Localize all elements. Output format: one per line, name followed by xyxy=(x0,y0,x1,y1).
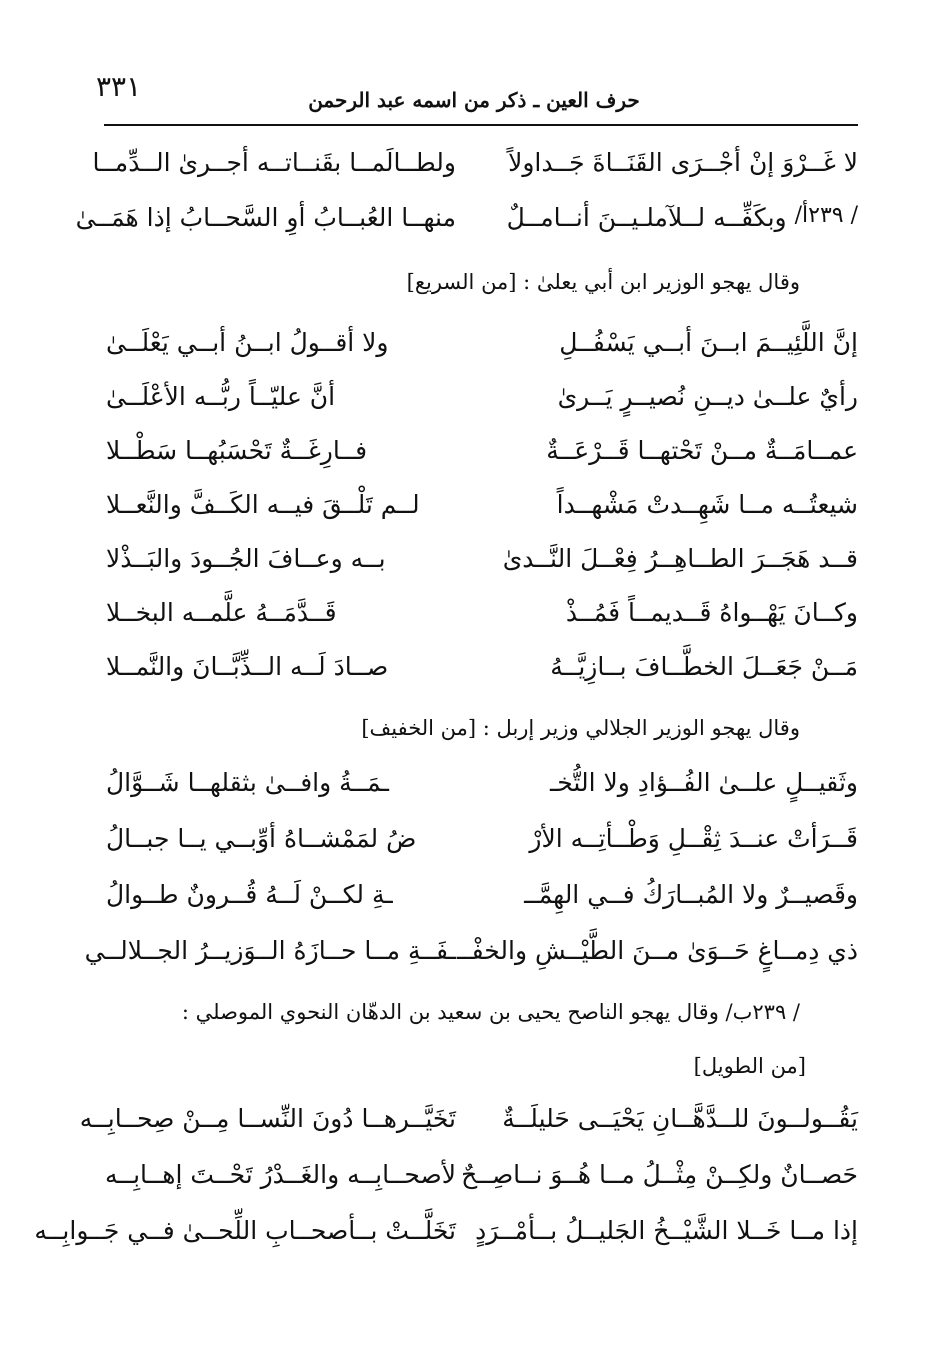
verse-second-hemistich: ـةِ لكــنْ لَــهُ قُــرونٌ طــوالُ xyxy=(106,879,393,909)
verse-first-hemistich: قَــرَأتْ عنــدَ ثِقْــلِ وَطْــأتِــه الأرْ xyxy=(529,823,858,853)
verse-line xyxy=(79,1094,858,1142)
verse-first-hemistich: إنَّ اللَّئِيــمَ ابــنَ أبــي يَسْفُــلِ xyxy=(559,327,858,357)
verse-second-hemistich: تَخَيَّــرهــا دُونَ النِّســا مِــنْ صِحــابِــه xyxy=(79,1103,456,1133)
verse-first-hemistich: رأيٌ علــىٰ ديــنِ نُصيــرٍ يَــرىٰ xyxy=(557,381,858,411)
verse-line xyxy=(106,1150,858,1198)
verse-line xyxy=(84,926,858,974)
verse-line xyxy=(106,588,858,636)
running-title: حرف العين ـ ذكر من اسمه عبد الرحمن xyxy=(308,88,640,112)
verse-first-hemistich: وقَصيــرٌ ولا المُبــارَكُ فــي الهِمَّــ xyxy=(524,879,858,909)
verse-second-hemistich: ـمَــةُ وافــىٰ بثقلهــا شَــوَّالُ xyxy=(106,767,389,797)
verse-line xyxy=(106,318,858,366)
verse-second-hemistich: أنَّ عليّــاً ربُّــه الأعْلَــىٰ xyxy=(106,381,336,411)
verse-line xyxy=(106,758,858,806)
verse-second-hemistich: فــارِغَــةٌ تَحْسَبُهــا سَطْــلا xyxy=(106,435,368,465)
verse-line xyxy=(92,138,858,186)
verse-first-hemistich: عمــامَــةٌ مــنْ تَحْتهــا قَــرْعَــةٌ xyxy=(546,435,858,465)
section-intro: وقال يهجو الوزير الجلالي وزير إربل : [من الخفيف] xyxy=(361,716,800,740)
folio-marker: / ٢٣٩أ/ xyxy=(794,202,858,228)
verse-line xyxy=(106,480,858,528)
verse-second-hemistich: لأصحــابِــه والغَــدْرُ تَحْــتَ إهــابِــه xyxy=(105,1159,456,1189)
verse-first-hemistich: وكــانَ يَهْــواهُ قَــديمــاً فَمُــذْ xyxy=(565,597,858,627)
verse-second-hemistich: بــه وعــافَ الجُــودَ والبَــذْلا xyxy=(106,543,386,573)
meter-label: [من الطويل] xyxy=(693,1054,806,1078)
verse-line xyxy=(106,426,858,474)
verse-line xyxy=(106,814,858,862)
page-number: ٣٣١ xyxy=(96,70,142,103)
verse-second-hemistich: لــم تَلْــقَ فيــه الكَــفَّ والنَّعــلا xyxy=(106,489,420,519)
verse-second-hemistich: ولطــالَمــا بقَنــاتــه أجــرىٰ الــدِّمــا xyxy=(92,147,456,177)
verse-second-hemistich: ضُ لمَمْشــاهُ أوِّبــي يــا جبــالُ xyxy=(106,823,417,853)
verse-first-hemistich: لا غَــرْوَ إنْ أجْــرَى القَنَــاةَ جَــداولاً xyxy=(508,147,858,177)
verse-second-hemistich: منهــا العُبــابُ أوِ السَّحــابُ إذا هَمَــىٰ xyxy=(75,202,456,232)
verse-first-hemistich: مَــنْ جَعَــلَ الخطَّــافَ بــازِيَّــهُ xyxy=(550,651,858,681)
verse-first-hemistich: ذي دِمــاغٍ حَــوَىٰ مــنَ الطَّيْــشِ والخفْــ xyxy=(456,935,858,965)
verse-line xyxy=(106,372,858,420)
verse-line xyxy=(75,193,858,241)
section-intro: وقال يهجو الوزير ابن أبي يعلىٰ : [من السريع] xyxy=(406,270,800,294)
verse-second-hemistich: صــادَ لَــه الــذِّبَّــانَ والنَّمــلا xyxy=(106,651,389,681)
verse-second-hemistich: قَــدَّمَــهُ علَّمــه البخــلا xyxy=(106,597,337,627)
verse-first-hemistich: شيعتُــه مــا شَهِــدتْ مَشْهــداً xyxy=(556,489,858,519)
verse-first-hemistich xyxy=(498,203,858,232)
header-rule xyxy=(104,124,858,126)
verse-first-hemistich-text: وبكَفِّــه لــلآملـيــنَ أنــامــلٌ xyxy=(506,202,787,232)
verse-second-hemistich: ولا أقــولُ ابــنُ أبــي يَعْلَــىٰ xyxy=(106,327,389,357)
verse-line xyxy=(106,642,858,690)
verse-first-hemistich: إذا مــا خَــلا الشَّيْــخُ الجَليــلُ بــأمْــرَدٍ xyxy=(475,1215,858,1245)
verse-first-hemistich: يَقُــولــونَ للــدَّهَّــانِ يَحْيَــى حَليلَــةٌ xyxy=(502,1103,858,1133)
verse-line xyxy=(106,534,858,582)
verse-second-hemistich: ـفَــةِ مــا حــازَهُ الــوَزيــرُ الجــلالــي xyxy=(84,935,456,965)
verse-first-hemistich: قــد هَجَــرَ الطــاهِــرُ فِعْــلَ النَّــدىٰ xyxy=(502,543,858,573)
section-intro: / ٢٣٩ب/ وقال يهجو الناصح يحيى بن سعيد بن الدهّان النحوي الموصلي : xyxy=(181,1000,800,1024)
verse-first-hemistich: وثَقيــلٍ علــىٰ الفُــؤادِ ولا التُّخـ xyxy=(549,767,858,797)
verse-second-hemistich: تَخَلَّــتْ بــأصحــابِ اللِّحــىٰ فــي جَــوابِــه xyxy=(34,1215,456,1245)
verse-line xyxy=(106,870,858,918)
verse-first-hemistich: حَصــانٌ ولكِــنْ مِثْــلُ مــا هُــوَ نــاصِــحٌ xyxy=(461,1159,858,1189)
verse-line xyxy=(34,1206,858,1254)
